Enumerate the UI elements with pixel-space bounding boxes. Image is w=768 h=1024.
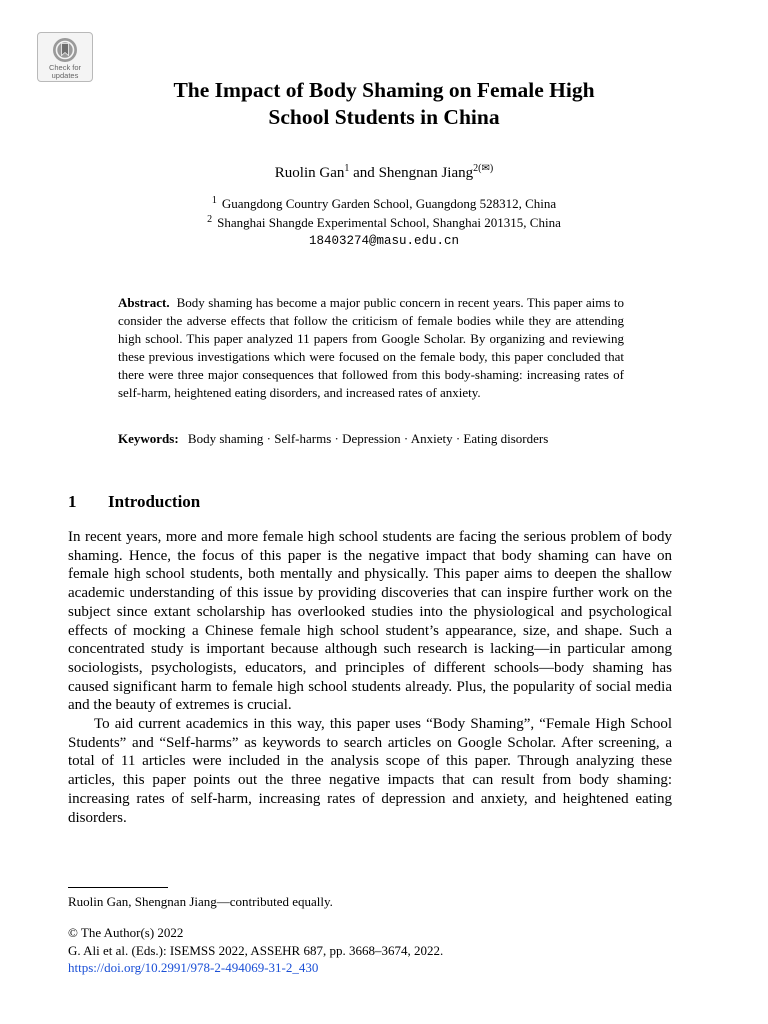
author-conjunction: and xyxy=(349,165,379,181)
paragraph-1: In recent years, more and more female high school students are facing the serious problem of body shaming. Hence, the focus of this paper is the negative impact that body shaming can have on female high school students, both mentally and physically. This paper aims to deepen the shallow academic understanding of this issue by providing discoveries that can inspire further work on the subject since extant scholarship has overlooked studies into the physiological and psychological effects of mocking a Chinese female high school student’s appearance, size, and shape. Such a concentrated study is important because although such research is lacking—in particular among sociologists, psychologists, educators, and principles of different schools—body shaming has caused significant harm to female high school students already. Plus, the popularity of social media and the beauty of extremes is crucial. xyxy=(68,529,672,714)
citation-line: G. Ali et al. (Eds.): ISEMSS 2022, ASSEHR 687, pp. 3668–3674, 2022. xyxy=(68,943,444,958)
doi-link[interactable]: https://doi.org/10.2991/978-2-494069-31-2_430 xyxy=(68,960,319,975)
author-2: Shengnan Jiang xyxy=(378,165,474,181)
author-2-affil: 2(✉) xyxy=(473,163,494,174)
keywords-text: Body shaming · Self-harms · Depression · Anxiety · Eating disorders xyxy=(187,431,549,446)
copyright-line: © The Author(s) 2022 xyxy=(68,925,184,940)
affiliation-2-text: Shanghai Shangde Experimental School, Shanghai 201315, China xyxy=(217,215,561,230)
contribution-footnote: Ruolin Gan, Shengnan Jiang—contributed equally. xyxy=(68,894,333,909)
abstract-text: Body shaming has become a major public concern in recent years. This paper aims to consider the adverse effects that follow the criticism of female bodies while they are attending high school. This paper analyzed 11 papers from Google Scholar. By organizing and reviewing these previous investigations which were focused on the female body, this paper concluded that there were three major consequences that followed from this body-shaming: increasing rates of self-harm, heightened eating disorders, and increased rates of anxiety. xyxy=(118,295,625,400)
section-title: Introduction xyxy=(108,492,201,511)
author-1: Ruolin Gan xyxy=(274,165,345,181)
check-for-updates-badge[interactable] xyxy=(37,32,93,82)
footnote-divider xyxy=(68,887,168,888)
paragraph-2: To aid current academics in this way, this paper uses “Body Shaming”, “Female High School Students” and “Self-harms” as keywords to search articles on Google Scholar. After screening, a total of 11 articles were included in the analysis scope of this paper. Through analyzing these articles, this paper points out the three negative impacts that can result from body shaming: increasing rates of self-harm, increasing rates of depression and anxiety, and heightened eating disorders. xyxy=(68,716,672,826)
keywords-label: Keywords: xyxy=(118,431,179,446)
affiliation-1-text: Guangdong Country Garden School, Guangdong 528312, China xyxy=(221,196,557,211)
title-line-2: School Students in China xyxy=(268,105,500,129)
title-line-1: The Impact of Body Shaming on Female High xyxy=(173,78,595,102)
keywords xyxy=(118,430,638,448)
affiliation-1 xyxy=(0,195,768,212)
bookmark-icon xyxy=(52,37,78,63)
corresponding-email[interactable]: 18403274@masu.edu.cn xyxy=(308,234,460,248)
abstract-label: Abstract. xyxy=(118,295,170,310)
author-line xyxy=(0,163,768,183)
paper-title xyxy=(0,77,768,131)
author-1-affil: 1 xyxy=(344,163,350,174)
affiliation-2-number: 2 xyxy=(207,214,213,225)
abstract xyxy=(118,294,624,402)
section-number: 1 xyxy=(68,492,77,511)
affiliation-1-number: 1 xyxy=(211,195,217,206)
introduction-body xyxy=(68,528,672,827)
section-heading xyxy=(68,491,200,513)
badge-label: Check for updates xyxy=(48,63,82,80)
affiliation-2 xyxy=(0,214,768,231)
